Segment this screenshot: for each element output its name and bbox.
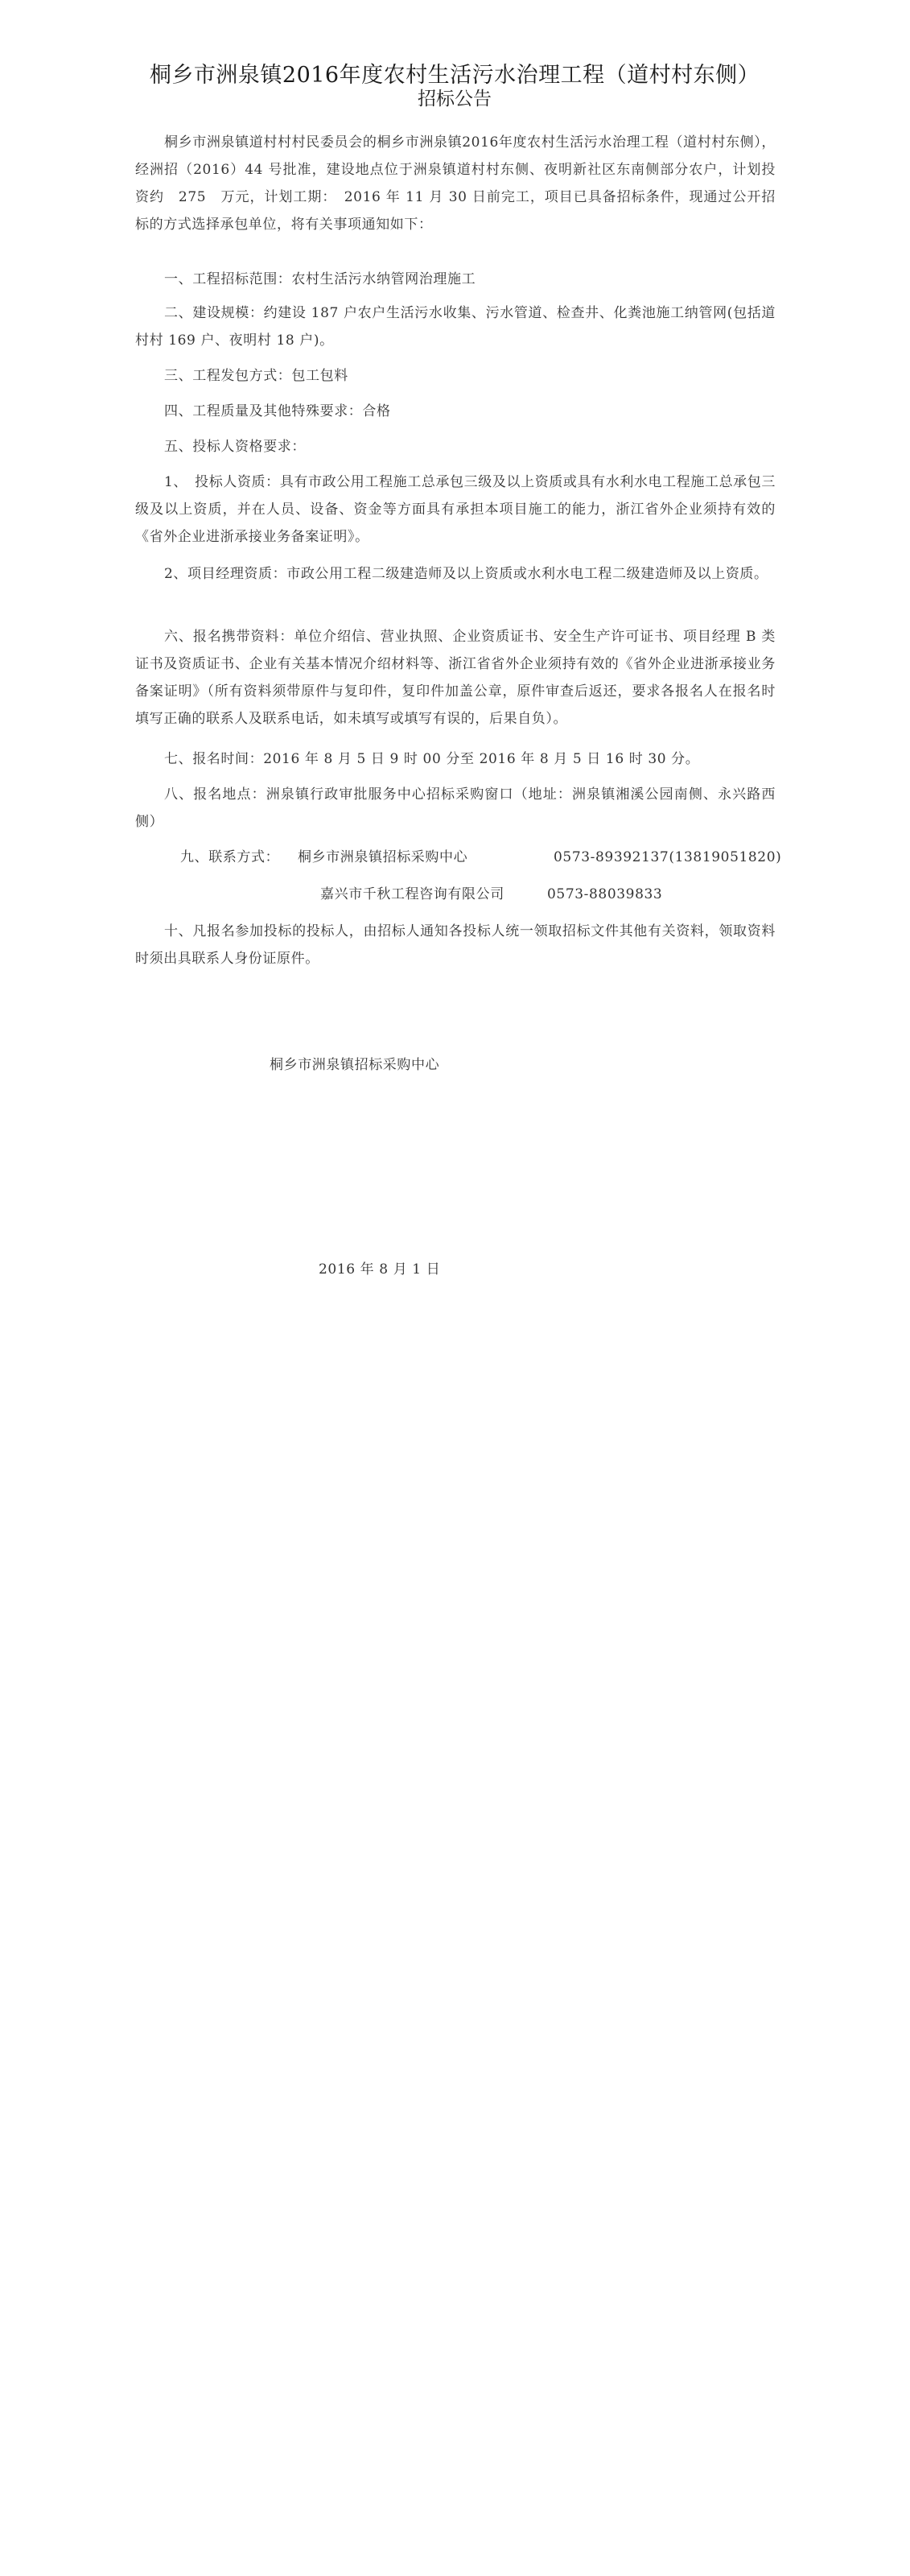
item-tender-documents: 十、凡报名参加投标的投标人，由招标人通知各投标人统一领取招标文件其他有关资料，领取资料时须出具联系人身份证原件。 [135, 923, 776, 967]
notice-subtitle: 招标公告 [418, 89, 492, 109]
item-qualification-heading: 五、投标人资格要求： [164, 439, 306, 455]
item-registration-place: 八、报名地点：洲泉镇行政审批服务中心招标采购窗口（地址：洲泉镇湘溪公园南侧、永兴路西侧） [135, 786, 776, 830]
item-contract-mode: 三、工程发包方式：包工包料 [164, 368, 348, 384]
item-bidder-qualification: 1、 投标人资质：具有市政公用工程施工总承包三级及以上资质或具有水利水电工程施工总承包三级及以上资质，并在人员、设备、资金等方面具有承担本项目施工的能力，浙江省外企业须持有效的《省外企业进浙承接业务备案证明》。 [135, 474, 776, 545]
contact-phone-2: 0573-88039833 [547, 886, 663, 902]
item-quality: 四、工程质量及其他特殊要求：合格 [164, 403, 391, 419]
item-manager-qualification: 2、项目经理资质：市政公用工程二级建造师及以上资质或水利水电工程二级建造师及以上资质。 [164, 566, 768, 582]
signature-org: 桐乡市洲泉镇招标采购中心 [270, 1057, 440, 1073]
contact-org-2: 嘉兴市千秋工程咨询有限公司 [320, 886, 504, 902]
contact-org-1: 桐乡市洲泉镇招标采购中心 [298, 849, 468, 865]
item-scope: 一、工程招标范围：农村生活污水纳管网治理施工 [164, 271, 476, 287]
intro-paragraph: 桐乡市洲泉镇道村村村民委员会的桐乡市洲泉镇2016年度农村生活污水治理工程（道村村东侧），经洲招（2016）44 号批准，建设地点位于洲泉镇道村村东侧、夜明新社区东南侧部分农户，计划投资约 275 万元，计划工期： 2016 年 11 月 30 日前完工，项目已具备招标条件，现通过公开招标的方式选择承包单位，将有关事项通知如下： [135, 134, 776, 233]
item-registration-time: 七、报名时间：2016 年 8 月 5 日 9 时 00 分至 2016 年 8 月 5 日 16 时 30 分。 [164, 751, 700, 767]
item-scale: 二、建设规模：约建设 187 户农户生活污水收集、污水管道、检查井、化粪池施工纳管网(包括道村村 169 户、夜明村 18 户)。 [135, 305, 776, 349]
notice-title: 桐乡市洲泉镇2016年度农村生活污水治理工程（道村村东侧） [149, 63, 760, 88]
item-documents: 六、报名携带资料：单位介绍信、营业执照、企业资质证书、安全生产许可证书、项目经理 B 类证书及资质证书、企业有关基本情况介绍材料等、浙江省省外企业须持有效的《省外企业进浙承接业务备案证明》（所有资料须带原件与复印件，复印件加盖公章，原件审查后返还，要求各报名人在报名时填写正确的联系人及联系电话，如未填写或填写有误的，后果自负）。 [135, 629, 776, 727]
contact-label: 九、联系方式： [180, 849, 280, 865]
contact-phone-1: 0573-89392137(13819051820) [554, 849, 782, 865]
signature-date: 2016 年 8 月 1 日 [319, 1261, 441, 1278]
